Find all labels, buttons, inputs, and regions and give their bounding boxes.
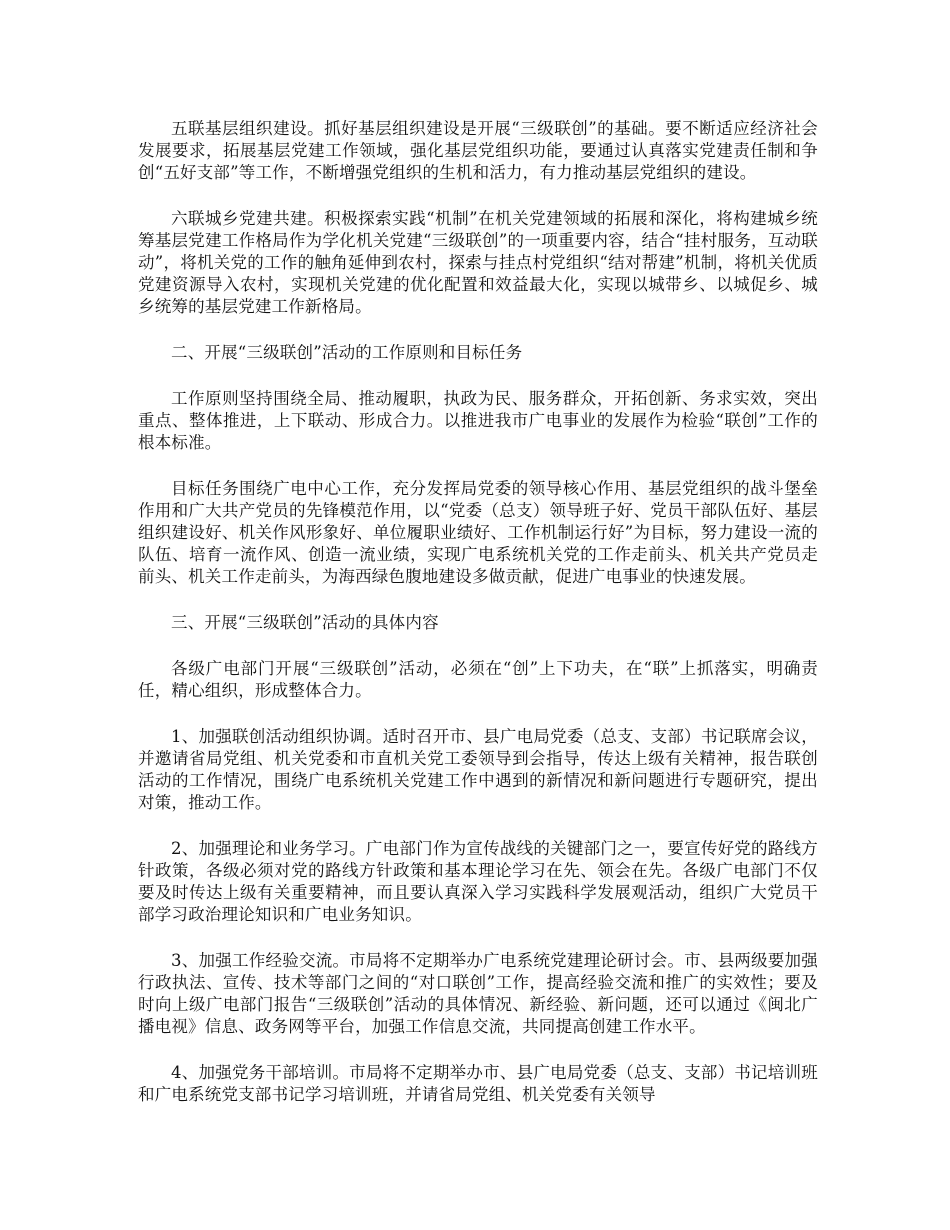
paragraph-wulian: 五联基层组织建设。抓好基层组织建设是开展“三级联创”的基础。要不断适应经济社会发展要求，拓展基层党建工作领域，强化基层党组织功能，要通过认真落实党建责任制和争创“五好支部”等工作，不断增强党组织的生机和活力，有力推动基层党组织的建设。 [138, 119, 818, 182]
paragraph-item-4: 4、加强党务干部培训。市局将不定期举办市、县广电局党委（总支、支部）书记培训班和广电系统党支部书记学习培训班，并请省局党组、机关党委有关领导 [138, 1063, 818, 1104]
paragraph-intro: 各级广电部门开展“三级联创”活动，必须在“创”上下功夫，在“联”上抓落实，明确责任，精心组织，形成整体合力。 [138, 659, 818, 700]
paragraph-item-3: 3、加强工作经验交流。市局将不定期举办广电系统党建理论研讨会。市、县两级要加强行政执法、宣传、技术等部门之间的“对口联创”工作，提高经验交流和推广的实效性；要及时向上级广电部门报告“三级联创”活动的具体情况、新经验、新问题，还可以通过《闽北广播电视》信息、政务网等平台，加强工作信息交流，共同提高创建工作水平。 [138, 951, 818, 1036]
paragraph-item-2: 2、加强理论和业务学习。广电部门作为宣传战线的关键部门之一，要宣传好党的路线方针政策，各级必须对党的路线方针政策和基本理论学习在先、领会在先。各级广电部门不仅要及时传达上级有关重要精神，而且要认真深入学习实践科学发展观活动，组织广大党员干部学习政治理论知识和广电业务知识。 [138, 839, 818, 924]
document-body [138, 118, 818, 1106]
paragraph-liulian: 六联城乡党建共建。积极探索实践“机制”在机关党建领域的拓展和深化，将构建城乡统筹基层党建工作格局作为学化机关党建“三级联创”的一项重要内容，结合“挂村服务，互动联动”，将机关党的工作的触角延伸到农村，探索与挂点村党组织“结对帮建”机制，将机关优质党建资源导入农村，实现机关党建的优化配置和效益最大化，实现以城带乡、以城促乡、城乡统筹的基层党建工作新格局。 [138, 209, 818, 316]
section-heading-2: 二、开展“三级联创”活动的工作原则和目标任务 [171, 343, 523, 362]
paragraph-principles: 工作原则坚持围绕全局、推动履职，执政为民、服务群众，开拓创新、务求实效，突出重点、整体推进，上下联动、形成合力。以推进我市广电事业的发展作为检验“联创”工作的根本标准。 [138, 389, 818, 452]
paragraph-objectives: 目标任务围绕广电中心工作，充分发挥局党委的领导核心作用、基层党组织的战斗堡垒作用和广大共产党员的先锋模范作用，以“党委（总支）领导班子好、党员干部队伍好、基层组织建设好、机关作风形象好、单位履职业绩好、工作机制运行好”为目标，努力建设一流的队伍、培育一流作风、创造一流业绩，实现广电系统机关党的工作走前头、机关共产党员走前头、机关工作走前头，为海西绿色腹地建设多做贡献，促进广电事业的快速发展。 [138, 479, 818, 586]
section-heading-3: 三、开展“三级联创”活动的具体内容 [171, 613, 439, 632]
paragraph-item-1: 1、加强联创活动组织协调。适时召开市、县广电局党委（总支、支部）书记联席会议，并邀请省局党组、机关党委和市直机关党工委领导到会指导，传达上级有关精神，报告联创活动的工作情况，围绕广电系统机关党建工作中遇到的新情况和新问题进行专题研究，提出对策，推动工作。 [138, 727, 818, 812]
